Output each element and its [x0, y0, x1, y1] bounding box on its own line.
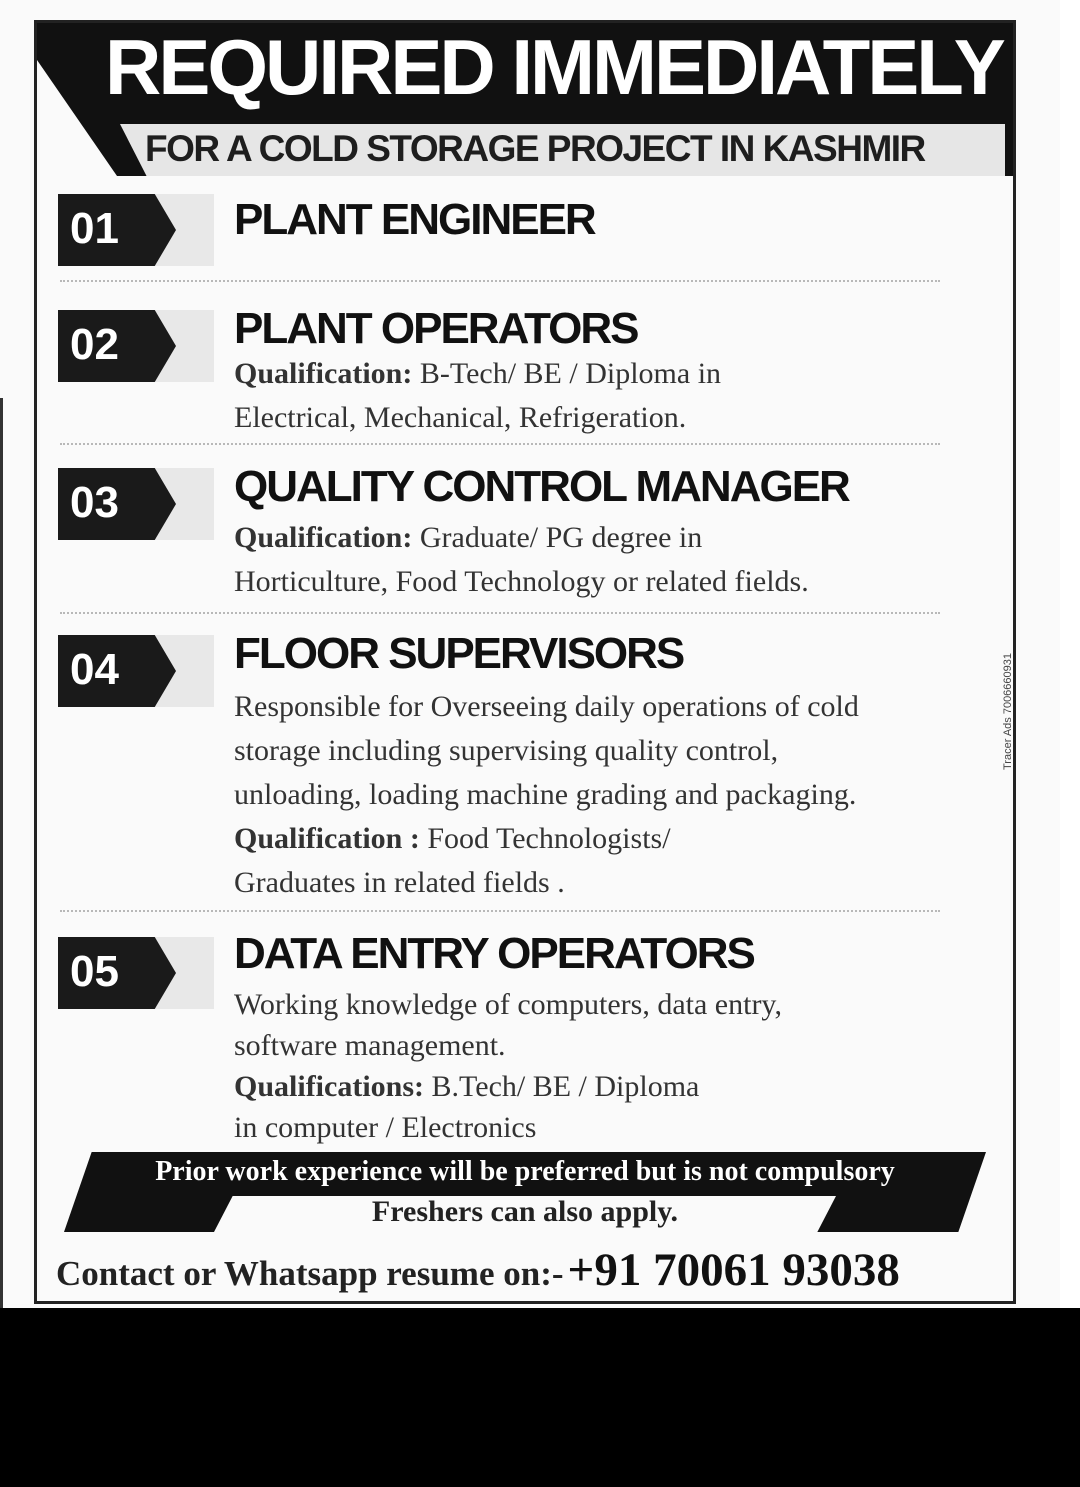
- job-details: [234, 984, 954, 1148]
- job-number: 02: [70, 320, 119, 369]
- job-details: [234, 352, 954, 440]
- job-title: FLOOR SUPERVISORS: [234, 629, 684, 678]
- job-number: 03: [70, 478, 119, 527]
- description-line: software management.: [234, 1029, 506, 1062]
- ad-title: REQUIRED IMMEDIATELY: [105, 23, 1003, 111]
- job-title: DATA ENTRY OPERATORS: [234, 929, 754, 978]
- qualification-text: Food Technologists/: [427, 822, 671, 855]
- job-number-badge: [58, 468, 214, 540]
- job-number-badge: [58, 194, 214, 266]
- job-details: [234, 516, 954, 604]
- qualification-text-cont: Graduates in related fields .: [234, 866, 565, 899]
- job-title: QUALITY CONTROL MANAGER: [234, 462, 849, 511]
- job-number: 05: [70, 947, 119, 996]
- contact-line: [56, 1242, 1006, 1308]
- left-rule: [0, 398, 3, 1308]
- job-title: PLANT ENGINEER: [234, 195, 595, 244]
- qualification-text-cont: Electrical, Mechanical, Refrigeration.: [234, 401, 687, 434]
- qualification-label: Qualifications:: [234, 1070, 425, 1103]
- job-number-badge: [58, 635, 214, 707]
- job-number-badge: [58, 937, 214, 1009]
- job-number: 04: [70, 645, 119, 694]
- banner-line-experience: Prior work experience will be preferred but is not compulsory: [155, 1156, 895, 1187]
- job-number: 01: [70, 204, 119, 253]
- job-title: PLANT OPERATORS: [234, 304, 638, 353]
- side-credit: Tracer Ads 7006660931: [1002, 652, 1014, 770]
- qualification-text-cont: in computer / Electronics: [234, 1111, 537, 1144]
- qualification-text: B.Tech/ BE / Diploma: [431, 1070, 700, 1103]
- ad-subtitle: FOR A COLD STORAGE PROJECT IN KASHMIR: [145, 128, 925, 169]
- description-line: Working knowledge of computers, data entry,: [234, 988, 782, 1021]
- job-number-badge: [58, 310, 214, 382]
- divider: [60, 443, 940, 445]
- qualification-text-cont: Horticulture, Food Technology or related fields.: [234, 565, 809, 598]
- divider: [60, 910, 940, 912]
- description-line: unloading, loading machine grading and packaging.: [234, 778, 857, 811]
- description-line: storage including supervising quality control,: [234, 734, 779, 767]
- description-line: Responsible for Overseeing daily operations of cold: [234, 690, 859, 723]
- divider: [60, 280, 940, 282]
- qualification-text: Graduate/ PG degree in: [419, 521, 703, 554]
- qualification-label: Qualification:: [234, 357, 413, 390]
- right-margin: [1060, 0, 1080, 1308]
- contact-label: Contact or Whatsapp resume on:-: [56, 1254, 564, 1293]
- qualification-label: Qualification:: [234, 521, 413, 554]
- qualification-label: Qualification :: [234, 822, 420, 855]
- divider: [60, 612, 940, 614]
- qualification-text: B-Tech/ BE / Diploma in: [419, 357, 722, 390]
- banner-line-freshers: Freshers can also apply.: [371, 1195, 679, 1228]
- contact-phone[interactable]: +91 70061 93038: [567, 1244, 900, 1296]
- job-details: [234, 685, 954, 905]
